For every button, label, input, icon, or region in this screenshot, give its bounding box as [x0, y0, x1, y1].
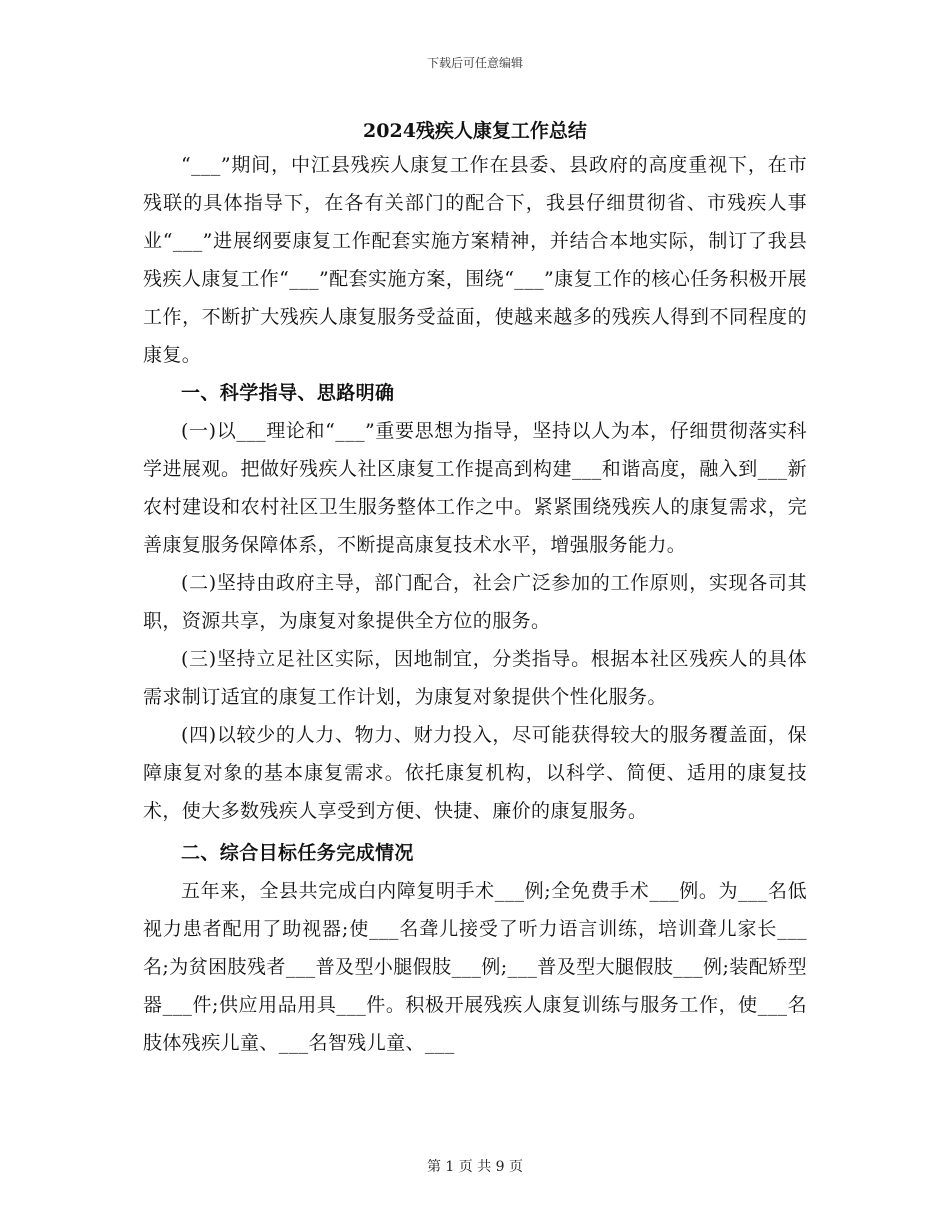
document-body	[143, 146, 807, 1062]
section2-paragraph-1: 五年来，全县共完成白内障复明手术___例;全免费手术___例。为___名低视力患者配用了助视器;使___名聋儿接受了听力语言训练，培训聋儿家长___名;为贫困肢残者___普及型小腿假肢___例;___普及型大腿假肢___例;装配矫型器___件;供应用品用具___件。积极开展残疾人康复训练与服务工作，使___名肢体残疾儿童、___名智残儿童、___	[143, 880, 807, 1054]
section1-paragraph-2: (二)坚持由政府主导，部门配合，社会广泛参加的工作原则，实现各司其职，资源共享，为康复对象提供全方位的服务。	[143, 572, 807, 632]
page-header-note: 下载后可任意编辑	[426, 56, 523, 70]
section-heading: 一、科学指导、思路明确	[181, 382, 395, 404]
section-heading: 二、综合目标任务完成情况	[181, 842, 414, 864]
section1-paragraph-1: (一)以___理论和“___”重要思想为指导，坚持以人为本，仔细贯彻落实科学进展观。把做好残疾人社区康复工作提高到构建___和谐高度，融入到___新农村建设和农村社区卫生服务整体工作之中。紧紧围绕残疾人的康复需求，完善康复服务保障体系，不断提高康复技术水平，增强服务能力。	[143, 420, 807, 556]
section1-paragraph-4: (四)以较少的人力、物力、财力投入，尽可能获得较大的服务覆盖面，保障康复对象的基本康复需求。依托康复机构，以科学、简便、适用的康复技术，使大多数残疾人享受到方便、快捷、廉价的康复服务。	[143, 724, 807, 822]
section1-paragraph-3: (三)坚持立足社区实际，因地制宜，分类指导。根据本社区残疾人的具体需求制订适宜的康复工作计划，为康复对象提供个性化服务。	[143, 648, 807, 708]
page-footer: 第 1 页 共 9 页	[426, 1159, 524, 1175]
document-title: 2024残疾人康复工作总结	[363, 120, 587, 142]
intro-paragraph: “___”期间，中江县残疾人康复工作在县委、县政府的高度重视下，在市残联的具体指导下，在各有关部门的配合下，我县仔细贯彻省、市残疾人事业“___”进展纲要康复工作配套实施方案精神，并结合本地实际，制订了我县残疾人康复工作“___”配套实施方案，围绕“___”康复工作的核心任务积极开展工作，不断扩大残疾人康复服务受益面，使越来越多的残疾人得到不同程度的康复。	[143, 154, 807, 366]
